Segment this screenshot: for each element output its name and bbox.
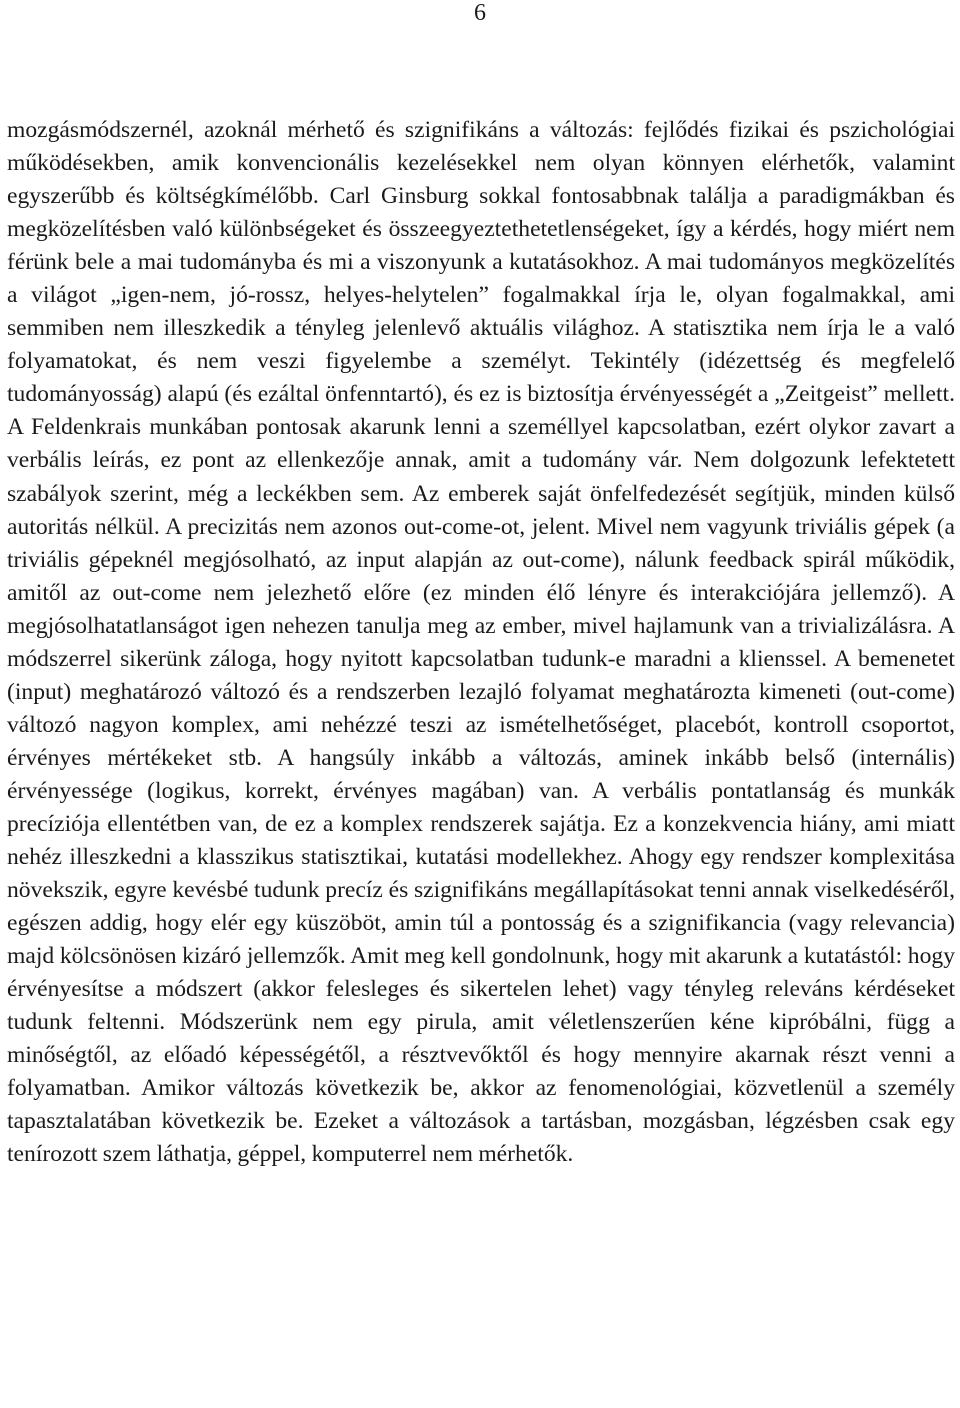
page-number: 6	[474, 0, 486, 26]
body-paragraph: mozgásmódszernél, azoknál mérhető és szignifikáns a változás: fejlődés fizikai és pszichológiai működésekben, amik konvencionális kezelésekkel nem olyan könnyen elérhetők, valamint egyszerűbb és költségkímélőbb. Carl Ginsburg sokkal fontosabbnak találja a paradigmákban és megközelítésben való különbségeket és összeegyeztethetetlenségeket, így a kérdés, hogy miért nem férünk bele a mai tudományba és mi a viszonyunk a kutatásokhoz. A mai tudományos megközelítés a világot „igen-nem, jó-rossz, helyes-helytelen” fogalmakkal írja le, olyan fogalmakkal, ami semmiben nem illeszkedik a tényleg jelenlevő aktuális világhoz. A statisztika nem írja le a való folyamatokat, és nem veszi figyelembe a személyt. Tekintély (idézettség és megfelelő tudományosság) alapú (és ezáltal önfenntartó), és ez is biztosítja érvényességét a „Zeitgeist” mellett. A Feldenkrais munkában pontosak akarunk lenni a személlyel kapcsolatban, ezért olykor zavart a verbális leírás, ez pont az ellenkezője annak, amit a tudomány vár. Nem dolgozunk lefektetett szabályok szerint, még a leckékben sem. Az emberek saját önfelfedezését segítjük, minden külső autoritás nélkül. A precizitás nem azonos out-come-ot, jelent. Mivel nem vagyunk triviális gépek (a triviális gépeknél megjósolható, az input alapján az out-come), nálunk feedback spirál működik, amitől az out-come nem jelezhető előre (ez minden élő lényre és interakciójára jellemző). A megjósolhatatlanságot igen nehezen tanulja meg az ember, mivel hajlamunk van a trivializálásra. A módszerrel sikerünk záloga, hogy nyitott kapcsolatban tudunk-e maradni a klienssel. A bemenetet (input) meghatározó változó és a rendszerben lezajló folyamat meghatározta kimeneti (out-come) változó nagyon komplex, ami nehézzé teszi az ismételhetőséget, placebót, kontroll csoportot, érvényes mértékeket stb. A hangsúly inkább a változás, aminek inkább belső (internális) érvényessége (logikus, korrekt, érvényes magában) van. A verbális pontatlanság és munkák precíziója ellentétben van, de ez a komplex rendszerek sajátja. Ez a konzekvencia hiány, ami miatt nehéz illeszkedni a klasszikus statisztikai, kutatási modellekhez. Ahogy egy rendszer komplexitása növekszik, egyre kevésbé tudunk precíz és szignifikáns megállapításokat tenni annak viselkedéséről, egészen addig, hogy elér egy küszöböt, amin túl a pontosság és a szignifikancia (vagy relevancia) majd kölcsönösen kizáró jellemzők. Amit meg kell gondolnunk, hogy mit akarunk a kutatástól: hogy érvényesítse a módszert (akkor felesleges és sikertelen lehet) vagy tényleg releváns kérdéseket tudunk feltenni. Módszerünk nem egy pirula, amit véletlenszerűen kéne kipróbálni, függ a minőségtől, az előadó képességétől, a résztvevőktől és hogy mennyire akarnak részt venni a folyamatban. Amikor változás következik be, akkor az fenomenológiai, közvetlenül a személy tapasztalatában következik be. Ezeket a változások a tartásban, mozgásban, légzésben csak egy tenírozott szem láthatja, géppel, komputerrel nem mérhetők.	[7, 117, 955, 1168]
